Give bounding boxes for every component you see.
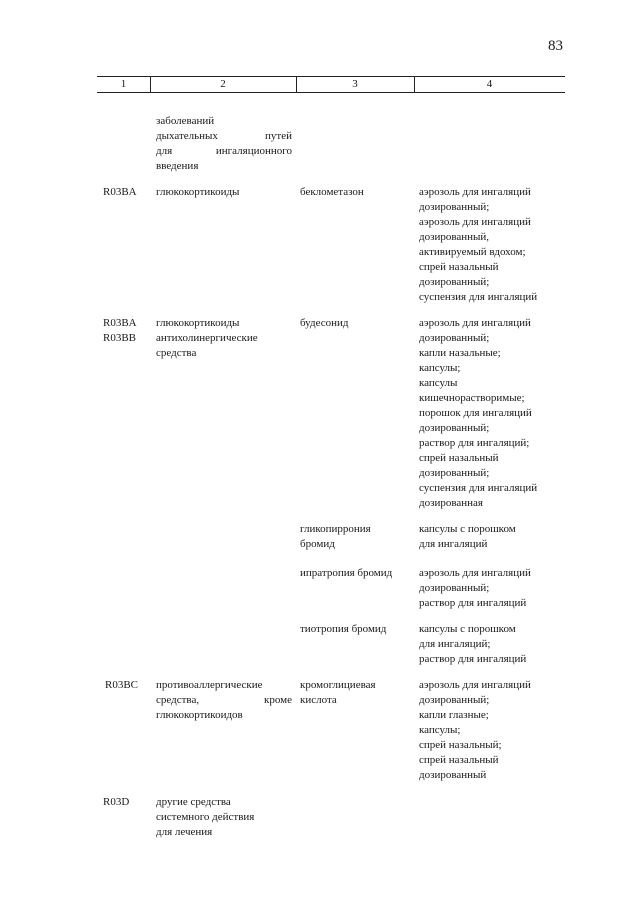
group-line: глюкокортикоиды <box>156 317 240 329</box>
form-line: раствор для ингаляций <box>419 597 527 609</box>
form-line: порошок для ингаляций <box>419 407 532 419</box>
form-line: аэрозоль для ингаляций <box>419 216 531 228</box>
form-line: аэрозоль для ингаляций <box>419 186 531 198</box>
page-number: 83 <box>548 38 563 54</box>
drug-name: будесонид <box>300 317 349 329</box>
form-line: раствор для ингаляций; <box>419 437 530 449</box>
atc-code: R03BC <box>105 679 139 691</box>
drug-name: гликопиррония <box>300 523 371 535</box>
drug-name: кромоглициевая <box>300 679 376 691</box>
form-line: дозированный; <box>419 582 490 594</box>
form-line: дозированный; <box>419 276 490 288</box>
atc-code: R03BA <box>103 186 137 198</box>
atc-code: R03BB <box>103 332 137 344</box>
form-line: капсулы <box>419 377 458 389</box>
form-line: дозированный <box>419 769 487 781</box>
drug-name: кислота <box>300 694 337 706</box>
form-line: суспензия для ингаляций <box>419 482 538 494</box>
form-line: спрей назальный <box>419 452 499 464</box>
form-line: дозированный; <box>419 201 490 213</box>
header-col-2: 2 <box>220 78 226 90</box>
group-line: другие средства <box>156 796 231 808</box>
form-line: капсулы; <box>419 362 461 374</box>
form-line: капсулы с порошком <box>419 523 516 535</box>
group-line: для лечения <box>156 826 213 838</box>
form-line: активируемый вдохом; <box>419 246 526 258</box>
atc-code: R03D <box>103 796 130 808</box>
group-line: средства, кроме <box>156 694 292 706</box>
group-line: противоаллергические <box>156 679 263 691</box>
group-line: средства <box>156 347 197 359</box>
group-line: заболеваний <box>156 115 215 127</box>
form-line: аэрозоль для ингаляций <box>419 679 531 691</box>
header-col-1: 1 <box>120 78 127 90</box>
form-line: дозированный; <box>419 422 490 434</box>
form-line: кишечнорастворимые; <box>419 392 525 404</box>
form-line: дозированная <box>419 497 483 509</box>
form-line: для ингаляций; <box>419 638 491 650</box>
drug-name: бромид <box>300 538 335 550</box>
form-line: спрей назальный; <box>419 739 502 751</box>
group-line: введения <box>156 160 199 172</box>
form-line: дозированный; <box>419 694 490 706</box>
form-line: суспензия для ингаляций <box>419 291 538 303</box>
form-line: дозированный; <box>419 332 490 344</box>
group-line: дыхательных путей <box>156 130 292 142</box>
form-line: капли назальные; <box>419 347 501 359</box>
drug-name: беклометазон <box>300 186 364 198</box>
atc-code: R03BA <box>103 317 137 329</box>
header-col-3: 3 <box>352 78 358 90</box>
header-col-4: 4 <box>486 78 493 90</box>
drug-name: ипратропия бромид <box>300 567 393 579</box>
group-line: для ингаляционного <box>156 145 292 157</box>
form-line: спрей назальный <box>419 754 499 766</box>
group-line: глюкокортикоидов <box>156 709 243 721</box>
header-bottom-rule <box>97 92 565 93</box>
form-line: дозированный; <box>419 467 490 479</box>
form-line: спрей назальный <box>419 261 499 273</box>
form-line: аэрозоль для ингаляций <box>419 567 531 579</box>
form-line: капсулы с порошком <box>419 623 516 635</box>
group-line: системного действия <box>156 811 255 823</box>
form-line: для ингаляций <box>419 538 488 550</box>
group-name: глюкокортикоиды <box>156 186 240 198</box>
form-line: капли глазные; <box>419 709 489 721</box>
form-line: дозированный, <box>419 231 490 243</box>
drug-name: тиотропия бромид <box>300 623 387 635</box>
form-line: аэрозоль для ингаляций <box>419 317 531 329</box>
form-line: раствор для ингаляций <box>419 653 527 665</box>
group-line: антихолинергические <box>156 332 258 344</box>
form-line: капсулы; <box>419 724 461 736</box>
